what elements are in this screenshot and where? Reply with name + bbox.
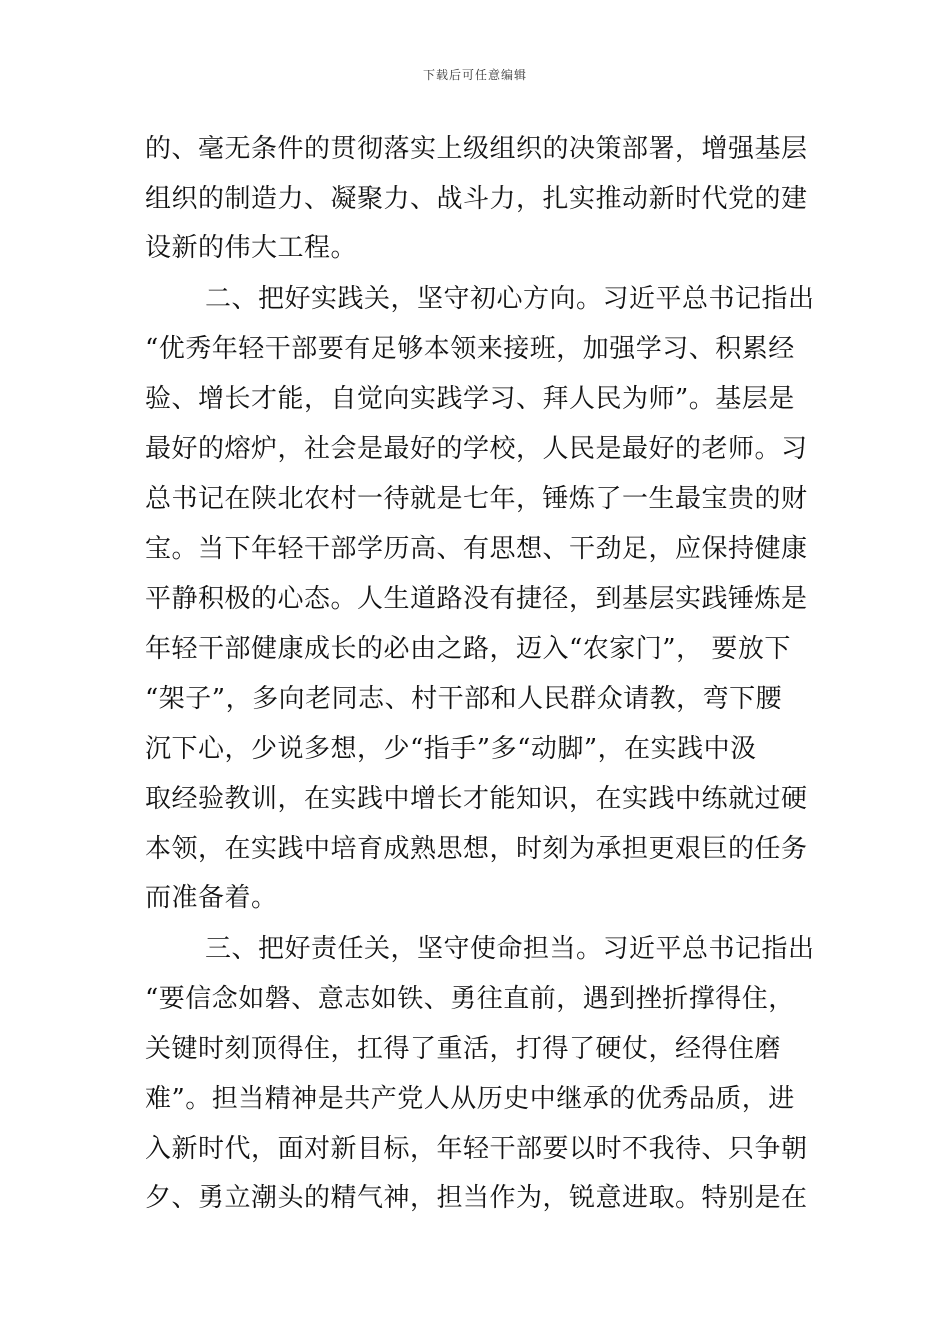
body-line: 总书记在陕北农村一待就是七年，锤炼了一生最宝贵的财 [145, 484, 808, 514]
paragraph-start-line: 二、把好实践关，坚守初心方向。习近平总书记指出 [205, 284, 815, 314]
body-line: 设新的伟大工程。 [145, 233, 358, 263]
body-line: 本领，在实践中培育成熟思想，时刻为承担更艰巨的任务 [145, 834, 808, 864]
body-line: 沉下心，少说多想，少“指手”多“动脚”，在实践中汲 [145, 734, 757, 764]
body-line: 验、增长才能，自觉向实践学习、拜人民为师”。基层是 [145, 384, 795, 414]
body-line: 关键时刻顶得住，扛得了重活，打得了硬仗，经得住磨 [145, 1034, 782, 1064]
body-line: 难”。担当精神是共产党人从历史中继承的优秀品质，进 [145, 1084, 795, 1114]
body-line: 宝。当下年轻干部学历高、有思想、干劲足，应保持健康 [145, 534, 808, 564]
body-line: “要信念如磐、意志如铁、勇往直前，遇到挫折撑得住， [145, 984, 795, 1014]
body-line: 组织的制造力、凝聚力、战斗力，扎实推动新时代党的建 [145, 184, 808, 214]
body-line: 平静积极的心态。人生道路没有捷径，到基层实践锤炼是 [145, 584, 808, 614]
body-line: “架子”，多向老同志、村干部和人民群众请教，弯下腰 [145, 684, 783, 714]
body-line: 最好的熔炉，社会是最好的学校，人民是最好的老师。习 [145, 434, 808, 464]
paragraph-start-line: 三、把好责任关，坚守使命担当。习近平总书记指出 [205, 934, 815, 964]
body-line: 夕、勇立潮头的精气神，担当作为，锐意进取。特别是在 [145, 1183, 808, 1213]
body-line: 年轻干部健康成长的必由之路，迈入“农家门”， 要放下 [145, 634, 791, 664]
body-line: 取经验教训，在实践中增长才能知识，在实践中练就过硬 [145, 784, 808, 814]
body-line: “优秀年轻干部要有足够本领来接班，加强学习、积累经 [145, 334, 795, 364]
page-header: 下载后可任意编辑 [422, 68, 527, 82]
body-line: 入新时代，面对新目标，年轻干部要以时不我待、只争朝 [145, 1134, 808, 1164]
body-line: 的、毫无条件的贯彻落实上级组织的决策部署，增强基层 [145, 134, 808, 164]
body-line: 而准备着。 [145, 883, 278, 913]
